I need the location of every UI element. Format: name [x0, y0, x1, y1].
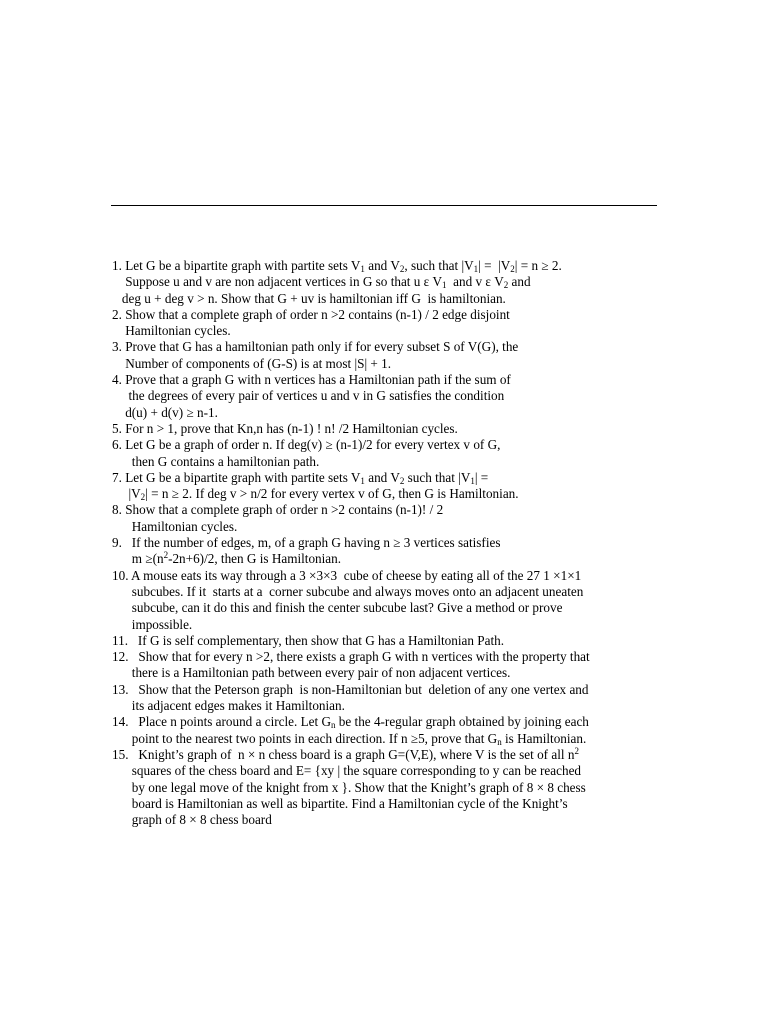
problem-item-4	[112, 372, 672, 421]
problem-text-line: Hamiltonian cycles.	[112, 323, 231, 339]
problem-text-line: $|V_2| = n \ge 2$. If deg v > n/2 for every vertex v of G, then G is Hamiltonian.	[112, 486, 519, 503]
problem-text-line: 8. Show that a complete graph of order n >2 contains (n-1)! / 2	[112, 502, 444, 518]
problem-list	[112, 258, 672, 828]
problem-text-line: 15. Knight’s graph of n × n chess board is a graph G=(V,E), where V is the set of all $n^2$	[112, 745, 579, 762]
problem-item-9	[112, 535, 672, 568]
problem-text-line: 5. For n > 1, prove that Kn,n has (n-1) ! n! /2 Hamiltonian cycles.	[112, 420, 458, 436]
problem-item-11	[112, 633, 672, 649]
problem-text-line: 7. Let G be a bipartite graph with partite sets $V_1$ and $V_2$ such that $|V_1|$ =	[112, 469, 489, 486]
problem-text-line: 6. Let G be a graph of order n. If deg(v) ≥ (n-1)/2 for every vertex v of G,	[112, 437, 501, 453]
problem-item-1	[112, 258, 672, 307]
problem-text-line: 10. A mouse eats its way through a 3 ×3×3 cube of cheese by eating all of the 27 1 ×1×1	[112, 567, 582, 583]
problem-item-14	[112, 714, 672, 747]
horizontal-rule	[111, 205, 657, 206]
problem-text-line: board is Hamiltonian as well as bipartite. Find a Hamiltonian cycle of the Knight’s	[112, 795, 568, 811]
problem-item-6	[112, 437, 672, 470]
problem-text-line: 3. Prove that G has a hamiltonian path only if for every subset S of V(G), the	[112, 339, 519, 355]
problem-item-5	[112, 421, 672, 437]
problem-text-line: 11. If G is self complementary, then show that G has a Hamiltonian Path.	[112, 632, 504, 648]
problem-text-line: 4. Prove that a graph G with n vertices has a Hamiltonian path if the sum of	[112, 372, 511, 388]
problem-text-line: 13. Show that the Peterson graph is non-Hamiltonian but deletion of any one vertex and	[112, 681, 589, 697]
problem-item-7	[112, 470, 672, 503]
problem-item-8	[112, 502, 672, 535]
problem-text-line: $m \ge(n^2-2n+6)/2$, then G is Hamiltonian.	[112, 550, 342, 567]
problem-text-line: the degrees of every pair of vertices u and v in G satisfies the condition	[112, 388, 505, 404]
problem-text-line: subcubes. If it starts at a corner subcube and always moves onto an adjacent uneaten	[112, 583, 584, 599]
problem-item-13	[112, 682, 672, 715]
problem-text-line: then G contains a hamiltonian path.	[112, 453, 320, 469]
problem-text-line: subcube, can it do this and finish the center subcube last? Give a method or prove	[112, 600, 563, 616]
problem-text-line: point to the nearest two points in each direction. If n ≥5, prove that $G_n$ is Hamiltonian.	[112, 730, 587, 747]
problem-item-2	[112, 307, 672, 340]
problem-text-line: 2. Show that a complete graph of order n >2 contains (n-1) / 2 edge disjoint	[112, 306, 510, 322]
problem-text-line: deg u + deg v > n. Show that G + uv is hamiltonian iff G is hamiltonian.	[112, 290, 506, 306]
problem-text-line: squares of the chess board and E= {xy | the square corresponding to y can be reached	[112, 763, 582, 779]
problem-text-line: d(u) + d(v) ≥ n-1.	[112, 404, 218, 420]
problem-text-line: its adjacent edges makes it Hamiltonian.	[112, 698, 345, 714]
problem-text-line: 1. Let G be a bipartite graph with partite sets $V_1$ and $V_2$, such that $|V_1| = |V_2| = n \ge 2$.	[112, 258, 562, 274]
problem-text-line: Suppose u and v are non adjacent vertices in G so that u ε $V_1$ and v ε $V_2$ and	[112, 274, 531, 291]
problem-item-10	[112, 568, 672, 633]
problem-item-3	[112, 339, 672, 372]
problem-text-line: 9. If the number of edges, m, of a graph G having n ≥ 3 vertices satisfies	[112, 535, 501, 551]
problem-item-12	[112, 649, 672, 682]
problem-text-line: graph of 8 × 8 chess board	[112, 812, 272, 828]
problem-text-line: impossible.	[112, 616, 193, 632]
problem-text-line: there is a Hamiltonian path between every pair of non adjacent vertices.	[112, 665, 511, 681]
problem-text-line: 12. Show that for every n >2, there exists a graph G with n vertices with the property that	[112, 649, 590, 665]
problem-item-15	[112, 747, 672, 828]
problem-text-line: Number of components of (G-S) is at most |S| + 1.	[112, 355, 392, 371]
problem-text-line: Hamiltonian cycles.	[112, 518, 238, 534]
problem-text-line: by one legal move of the knight from x }. Show that the Knight’s graph of 8 × 8 chess	[112, 779, 586, 795]
problem-text-line: 14. Place n points around a circle. Let $G_n$ be the 4-regular graph obtained by joining each	[112, 714, 589, 731]
